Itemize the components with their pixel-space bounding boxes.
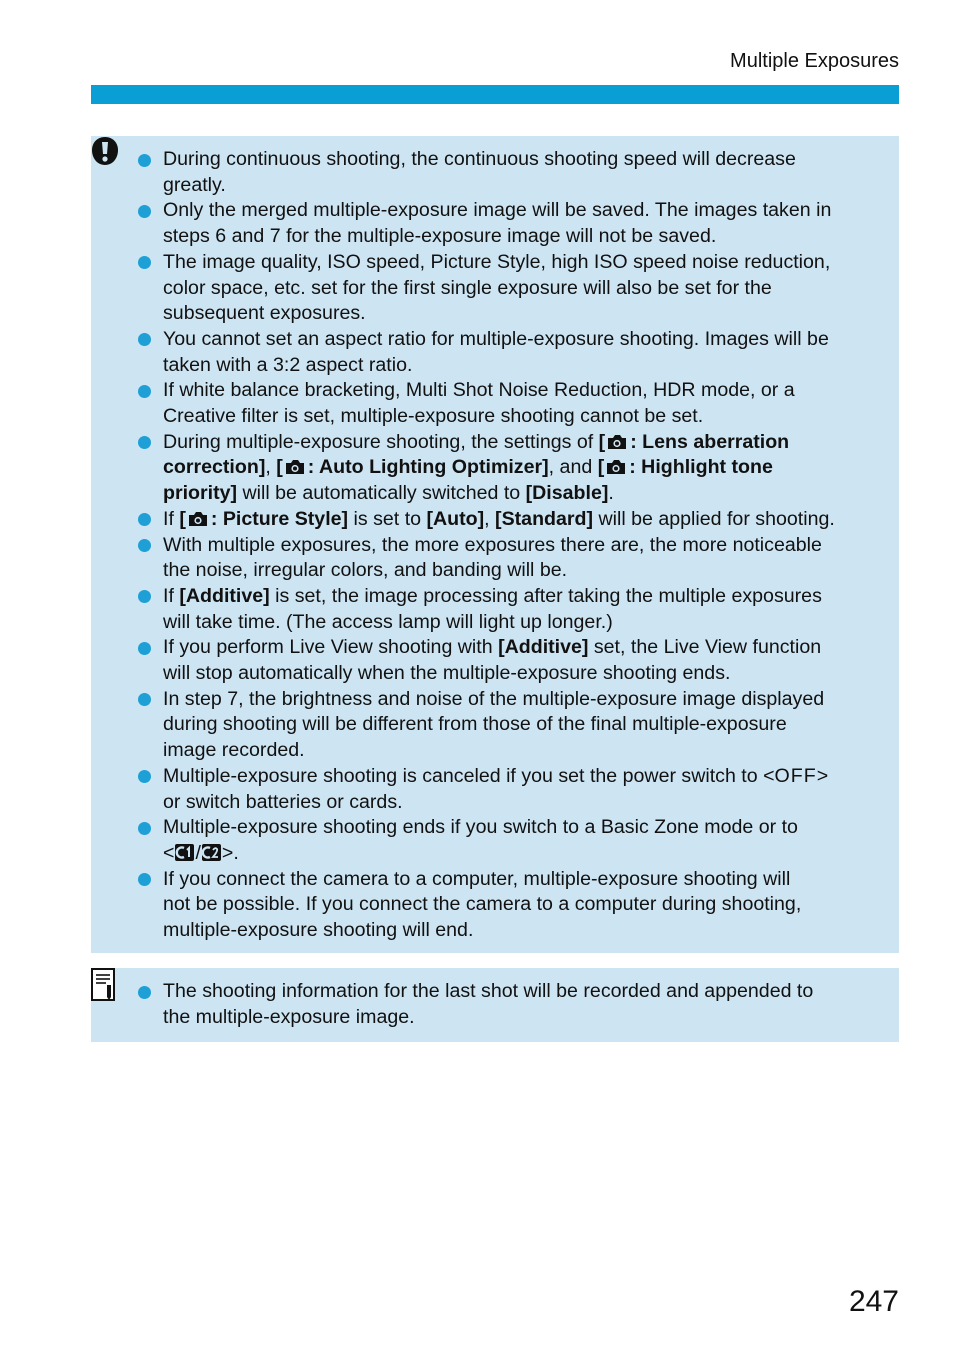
- memo-box: [91, 968, 899, 1042]
- bullet-icon: [138, 513, 151, 526]
- caution-item: If [Additive] is set, the image processing after taking the multiple exposures will take time. (The access lamp will light up longer.): [163, 584, 889, 635]
- caution-item: In step 7, the brightness and noise of the multiple-exposure image displayed during shooting will be different from those of the final multiple-exposure image recorded.: [163, 687, 889, 764]
- caution-item: You cannot set an aspect ratio for multiple-exposure shooting. Images will be taken with a 3:2 aspect ratio.: [163, 327, 889, 378]
- custom-shooting-mode-c1-icon: [174, 843, 195, 862]
- caution-box: [91, 136, 899, 953]
- caution-exclamation-icon: [91, 136, 119, 166]
- shooting-menu-camera-icon: [606, 433, 628, 451]
- section-header-bar: [91, 85, 899, 104]
- custom-shooting-mode-c2-icon: [201, 843, 222, 862]
- power-switch-off-label: OFF: [774, 764, 817, 787]
- bullet-icon: [138, 770, 151, 783]
- caution-item: Multiple-exposure shooting ends if you switch to a Basic Zone mode or to < / >.: [163, 815, 889, 866]
- bullet-icon: [138, 154, 151, 167]
- caution-item: Multiple-exposure shooting is canceled if you set the power switch to <OFF> or switch batteries or cards.: [163, 764, 889, 815]
- bullet-icon: [138, 205, 151, 218]
- caution-item: The image quality, ISO speed, Picture Style, high ISO speed noise reduction, color space, etc. set for the first single exposure will also be set for the subsequent exposures.: [163, 250, 889, 327]
- bullet-icon: [138, 873, 151, 886]
- bullet-icon: [138, 256, 151, 269]
- bullet-icon: [138, 539, 151, 552]
- bullet-icon: [138, 436, 151, 449]
- caution-item: If white balance bracketing, Multi Shot Noise Reduction, HDR mode, or a Creative filter is set, multiple-exposure shooting cannot be set.: [163, 378, 889, 429]
- caution-list: [163, 147, 889, 944]
- memo-note-icon: [91, 968, 117, 1002]
- bullet-icon: [138, 822, 151, 835]
- bullet-icon: [138, 333, 151, 346]
- running-head-title: Multiple Exposures: [730, 50, 899, 72]
- bullet-icon: [138, 385, 151, 398]
- memo-item: The shooting information for the last shot will be recorded and appended to the multiple-exposure image.: [163, 979, 889, 1030]
- bullet-icon: [138, 590, 151, 603]
- caution-item: Only the merged multiple-exposure image will be saved. The images taken in steps 6 and 7 for the multiple-exposure image will not be saved.: [163, 198, 889, 249]
- bullet-icon: [138, 642, 151, 655]
- caution-item: If you perform Live View shooting with [Additive] set, the Live View function will stop automatically when the multiple-exposure shooting ends.: [163, 635, 889, 686]
- shooting-menu-camera-icon: [284, 458, 306, 476]
- caution-item: During multiple-exposure shooting, the settings of [ : Lens aberration correction], [ : Auto Lighting Optimizer], and [ : Highlight tone priority] will be automatically switched to [Disable].: [163, 430, 889, 507]
- shooting-menu-camera-icon: [187, 510, 209, 528]
- caution-item: With multiple exposures, the more exposures there are, the more noticeable the noise, irregular colors, and banding will be.: [163, 533, 889, 584]
- caution-item: During continuous shooting, the continuous shooting speed will decrease greatly.: [163, 147, 889, 198]
- caution-item: If [ : Picture Style] is set to [Auto], [Standard] will be applied for shooting.: [163, 507, 889, 533]
- page-number: 247: [848, 1285, 899, 1318]
- memo-list: [163, 979, 889, 1030]
- bullet-icon: [138, 986, 151, 999]
- caution-item: If you connect the camera to a computer, multiple-exposure shooting will not be possible. If you connect the camera to a computer during shooting, multiple-exposure shooting will end.: [163, 867, 889, 944]
- bullet-icon: [138, 693, 151, 706]
- shooting-menu-camera-icon: [605, 458, 627, 476]
